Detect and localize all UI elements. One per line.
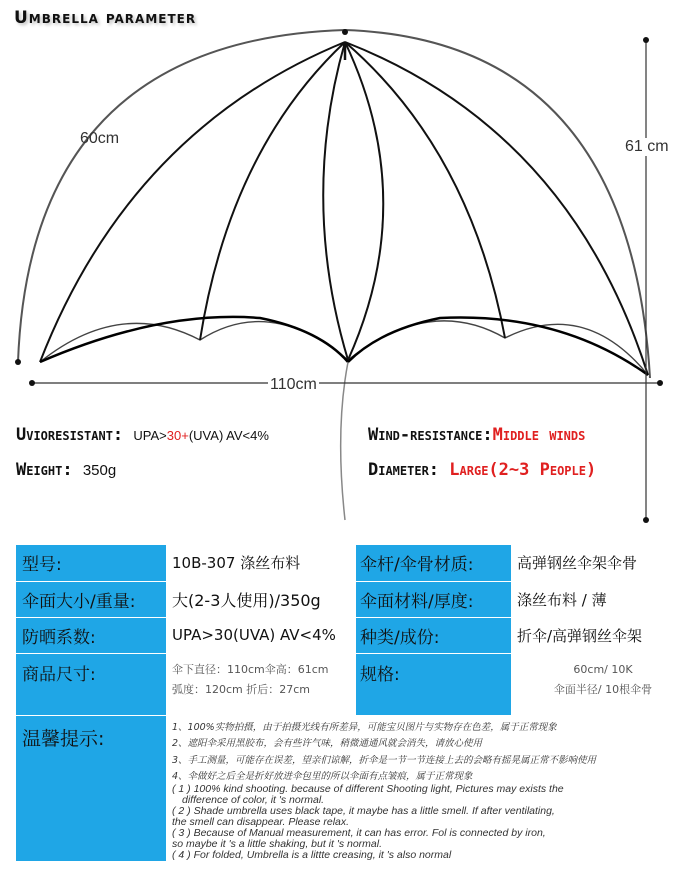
note-cn-3: 3、手工测量，可能存在误差，望亲们谅解，折伞是一节一节连接上去的会略有摇晃属正常不影响使用 <box>172 754 597 766</box>
umbrella-shaft <box>341 362 348 520</box>
note-cn-2: 2、遮阳伞采用黑胶布，会有些许气味，稍微通通风就会消失，请放心使用 <box>172 738 483 749</box>
notes-label: 温馨提示: <box>16 715 166 861</box>
table-row <box>16 617 689 653</box>
spec-value-line-1: 60cm/ 10K <box>573 662 633 676</box>
spec-label: 规格: <box>356 653 511 715</box>
model-value: 10B-307 涤丝布料 <box>166 545 356 581</box>
note-cn-1: 1、100%实物拍摄，由于拍摄光线有所差异，可能宝贝图片与实物存在色差，属于正常现象 <box>172 721 557 733</box>
notes-body <box>166 715 689 861</box>
spec-uv-label: Uvioresistant: <box>16 425 124 445</box>
spec-diameter-value: Large(2~3 People) <box>449 460 597 480</box>
umbrella-ribs <box>40 42 648 375</box>
note-en-3: ( 2 ) Shade umbrella uses black tape, it maybe has a little smell. If after ventilating, <box>172 804 555 817</box>
spec-weight-label: Weight: <box>16 460 73 480</box>
uv-label: 防晒系数: <box>16 617 166 653</box>
spec-diameter <box>368 460 596 480</box>
page-title: Umbrella parameter <box>14 8 197 28</box>
spec-uv-suffix: (UVA) AV<4% <box>188 428 269 443</box>
spec-value-line-2: 伞面半径/ 10根伞骨 <box>553 682 653 696</box>
note-en-2: difference of color, it 's normal. <box>182 793 325 806</box>
size-value: 大(2-3人使用)/350g <box>166 581 356 617</box>
spec-wind <box>368 425 585 445</box>
table-row <box>16 715 689 861</box>
material-label: 伞杆/伞骨材质: <box>356 545 511 581</box>
model-label: 型号: <box>16 545 166 581</box>
dimension-dots <box>15 29 663 523</box>
spec-diameter-label: Diameter: <box>368 460 440 480</box>
note-en-1: ( 1 ) 100% kind shooting. because of different Shooting light, Pictures may exists the <box>172 782 564 795</box>
spec-wind-label: Wind-resistance: <box>368 425 493 445</box>
dims-value <box>166 653 356 715</box>
spec-weight <box>16 460 116 480</box>
dims-label: 商品尺寸: <box>16 653 166 715</box>
type-value: 折伞/高弹钢丝伞架 <box>511 617 689 653</box>
note-en-6: so maybe it 's a little shaking, but it 's normal. <box>172 837 383 850</box>
note-en-5: ( 3 ) Because of Manual measurement, it can has error. Fol is connected by iron, <box>172 826 546 839</box>
note-en-7: ( 4 ) For folded, Umbrella is a littte creasing, it 's also normal <box>172 848 452 861</box>
spec-uv-prefix: UPA> <box>133 428 167 443</box>
width-label: 110cm <box>270 376 317 393</box>
spec-uv-highlight: 30+ <box>166 428 189 443</box>
dims-value-line-1: 伞下直径：110cm伞高：61cm <box>172 662 329 676</box>
spec-weight-value: 350g <box>82 462 117 479</box>
uv-value: UPA>30(UVA) AV<4% <box>166 617 356 653</box>
material-value: 高弹钢丝伞架伞骨 <box>511 545 689 581</box>
table-row <box>16 653 689 715</box>
table-row <box>16 581 689 617</box>
spec-value <box>511 653 689 715</box>
spec-uv <box>16 425 269 445</box>
size-label: 伞面大小/重量: <box>16 581 166 617</box>
table-row <box>16 545 689 581</box>
dims-value-line-2: 弧度：120cm 折后：27cm <box>172 682 311 696</box>
type-label: 种类/成份: <box>356 617 511 653</box>
fabric-label: 伞面材料/厚度: <box>356 581 511 617</box>
note-cn-4: 4、伞做好之后全是折好放进伞包里的所以伞面有点皱痕，属于正常现象 <box>172 771 473 782</box>
spec-wind-value: Middle winds <box>492 425 586 445</box>
rib-length-label: 60cm <box>80 130 120 147</box>
fabric-value: 涤丝布料 / 薄 <box>511 581 689 617</box>
note-en-4: the smell can disappear. Please relax. <box>172 815 350 828</box>
parameter-table <box>16 545 689 862</box>
height-label: 61 cm <box>625 138 669 155</box>
